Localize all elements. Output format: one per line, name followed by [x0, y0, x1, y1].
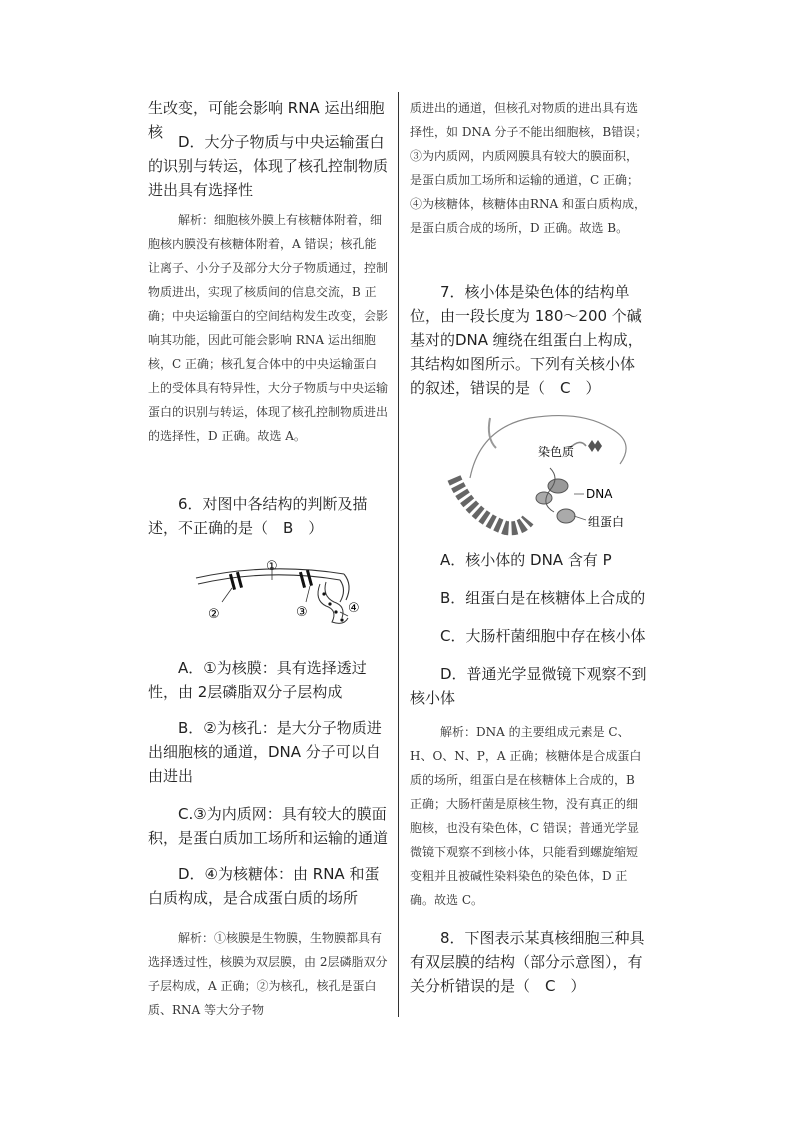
fig1-label-3: ③: [296, 605, 308, 620]
fig2-label-histone: 组蛋白: [588, 515, 625, 529]
q6-option-a: A．①为核膜：具有选择透过性，由 2层磷脂双分子层构成: [148, 659, 367, 701]
column-divider: [398, 92, 399, 1017]
q7-explanation: 解析：DNA 的主要组成元素是 C、H、O、N、P，A 正确；核糖体是合成蛋白质的场所，组蛋白是在核糖体上合成的，B 正确；大肠杆菌是原核生物，没有真正的细胞核，也没有染色体，C 错误；普通光学显微镜下观察不到核小体，只能看到螺旋缩短变粗并且被碱性染料染色的染色体，D 正确。故选 C。: [410, 725, 642, 907]
fig2-label-chromatin: 染色质: [538, 445, 575, 459]
q7-option-c: C．大肠杆菌细胞中存在核小体: [440, 627, 646, 645]
q7-option-a: A．核小体的 DNA 含有 P: [440, 551, 612, 569]
fig1-label-1: ①: [266, 560, 278, 574]
nuclear-membrane-figure: [148, 560, 388, 630]
q6-option-b: B．②为核孔：是大分子物质进出细胞核的通道，DNA 分子可以自由进出: [148, 719, 382, 785]
continuation-text: 生改变，可能会影响 RNA 运出细胞核: [148, 99, 385, 141]
q6-explanation-continued: 质进出的通道，但核孔对物质的进出具有选择性，如 DNA 分子不能出细胞核，B错误；③为内质网，内质网膜具有较大的膜面积，是蛋白质加工场所和运输的通道，C 正确；④为核糖体，核糖体由RNA 和蛋白质构成，是蛋白质合成的场所，D 正确。故选 B。: [410, 101, 648, 235]
q5-explanation: 解析：细胞核外膜上有核糖体附着，细胞核内膜没有核糖体附着，A 错误；核孔能让离子、小分子及部分大分子物质通过，控制物质进出，实现了核质间的信息交流，B 正确；中央运输蛋白的空间结构发生改变，会影响其功能，因此可能会影响 RNA 运出细胞核，C 正确；核孔复合体中的中央运输蛋白上的受体具有特异性，大分子物质与中央运输蛋白的识别与转运，体现了核孔控制物质进出的选择性，D 正确。故选 A。: [148, 213, 389, 443]
q7-option-d: D．普通光学显微镜下观察不到核小体: [410, 665, 647, 707]
fig1-label-4: ④: [348, 601, 360, 616]
q8-stem: 8．下图表示某真核细胞三种具有双层膜的结构（部分示意图），有关分析错误的是（ C ）: [410, 929, 645, 995]
q6-stem: 6．对图中各结构的判断及描述，不正确的是（ B ）: [148, 495, 368, 537]
fig1-label-2: ②: [208, 607, 220, 622]
nucleosome-figure: [410, 408, 648, 538]
fig2-label-dna: DNA: [586, 487, 613, 501]
q6-option-d: D．④为核糖体：由 RNA 和蛋白质构成，是合成蛋白质的场所: [148, 865, 380, 907]
q6-explanation: 解析：①核膜是生物膜，生物膜都具有选择透过性，核膜为双层膜，由 2层磷脂双分子层构成，A 正确；②为核孔，核孔是蛋白质、RNA 等大分子物: [148, 931, 388, 1017]
q7-stem: 7．核小体是染色体的结构单位，由一段长度为 180～200 个碱基对的DNA 缠绕在组蛋白上构成，其结构如图所示。下列有关核小体的叙述，错误的是（ C ）: [410, 283, 643, 397]
q7-option-b: B．组蛋白是在核糖体上合成的: [440, 589, 646, 607]
q6-option-c: C.③为内质网：具有较大的膜面积，是蛋白质加工场所和运输的通道: [148, 805, 389, 847]
option-d-q5: D．大分子物质与中央运输蛋白的识别与转运，体现了核孔控制物质进出具有选择性: [148, 133, 389, 199]
